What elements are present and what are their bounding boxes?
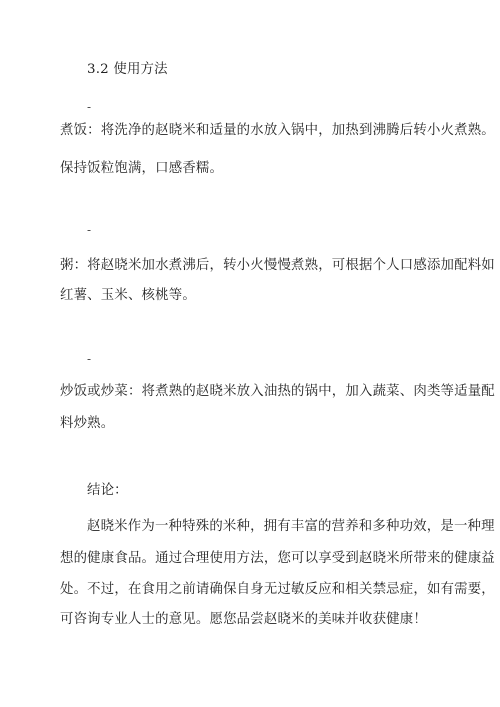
method-1-line-1: 煮饭：将洗净的赵晓米和适量的水放入锅中，加热到沸腾后转小火煮熟。 (60, 123, 495, 138)
conclusion-line-2: 想的健康食品。通过合理使用方法，您可以享受到赵晓米所带来的健康益 (60, 551, 495, 566)
conclusion-line-1: 赵晓米作为一种特殊的米种，拥有丰富的营养和多种功效，是一种理 (87, 519, 495, 534)
method-2-line-1: 粥：将赵晓米加水煮沸后，转小火慢慢煮熟，可根据个人口感添加配料如 (60, 258, 495, 273)
method-2-line-2: 红薯、玉米、核桃等。 (60, 288, 196, 303)
section-heading: 3.2 使用方法 (87, 62, 168, 77)
method-1-line-2: 保持饭粒饱满，口感香糯。 (60, 161, 224, 176)
method-1-bullet: - (87, 100, 92, 114)
conclusion-line-3: 处。不过，在食用之前请确保自身无过敏反应和相关禁忌症，如有需要， (60, 582, 495, 597)
method-2-bullet: - (87, 223, 92, 237)
method-3-line-1: 炒饭或炒菜：将煮熟的赵晓米放入油热的锅中，加入蔬菜、肉类等适量配 (60, 384, 495, 399)
method-3-line-2: 料炒熟。 (60, 416, 115, 431)
conclusion-heading: 结论： (87, 483, 128, 498)
method-3-bullet: - (87, 352, 92, 366)
conclusion-line-4: 可咨询专业人士的意见。愿您品尝赵晓米的美味并收获健康！ (60, 612, 427, 627)
